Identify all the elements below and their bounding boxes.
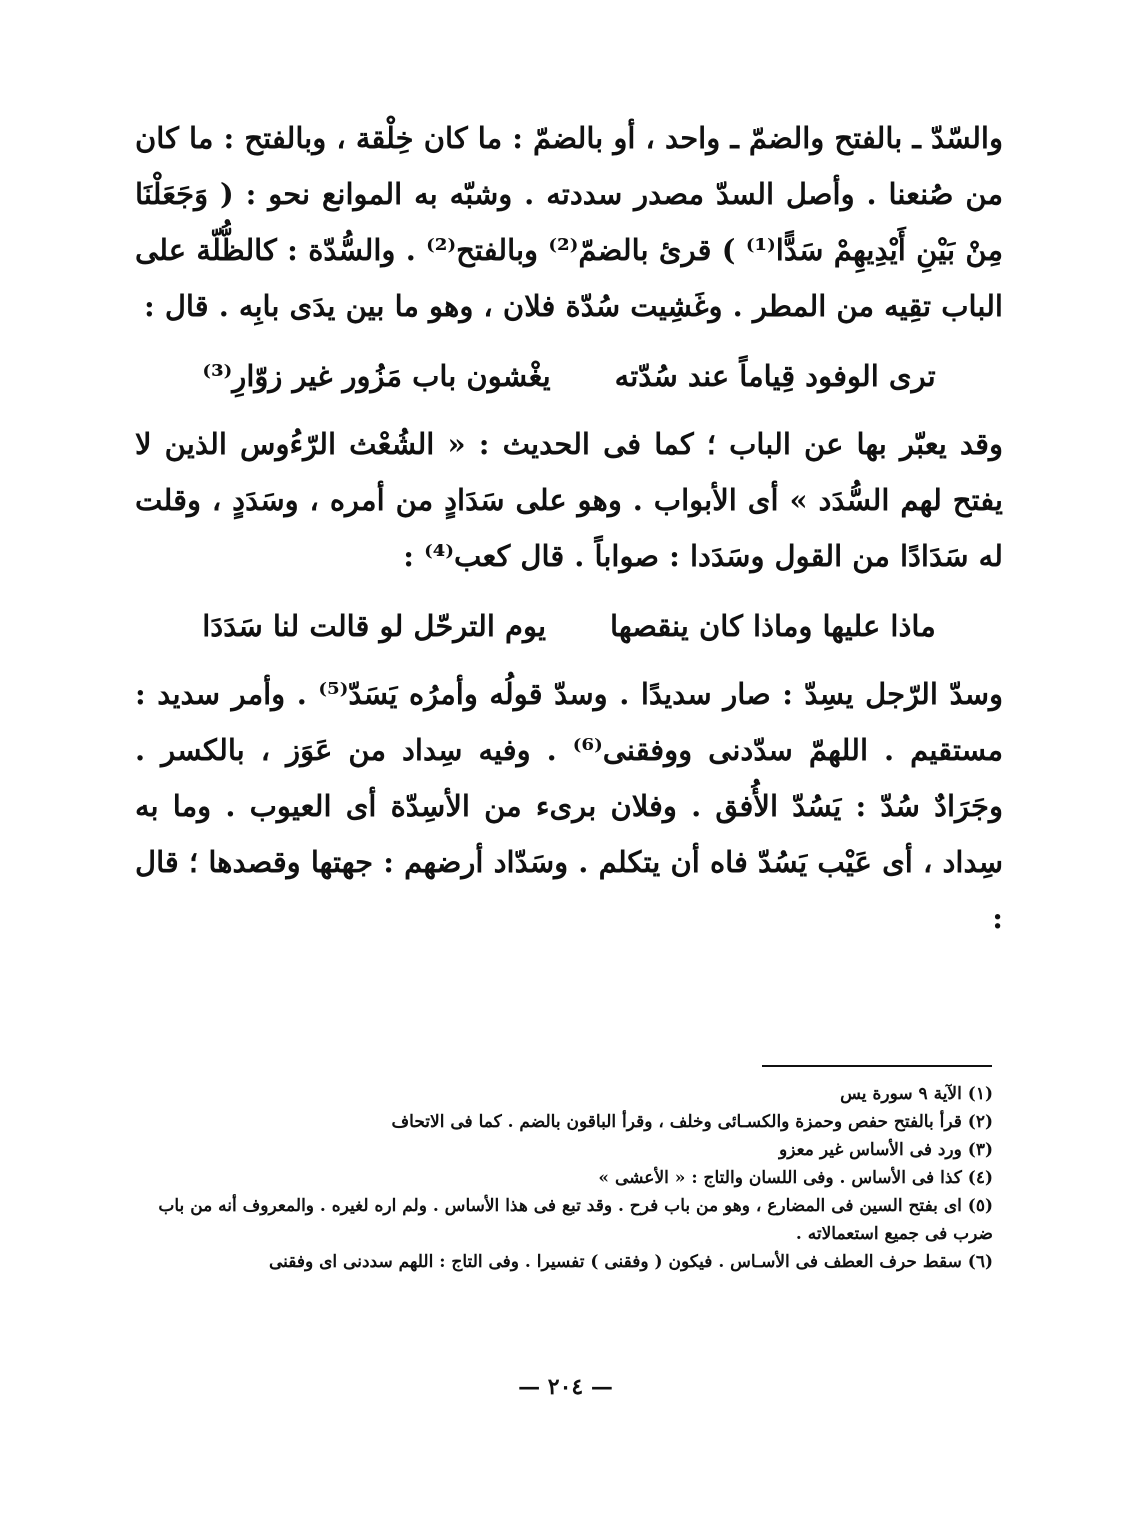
footnote-1: (١) الآية ٩ سورة يس: [840, 1084, 993, 1104]
footnote-divider: [762, 1065, 992, 1067]
main-text: [135, 110, 1003, 946]
paragraph-2: وقد يعبّر بها عن الباب ؛ كما فى الحديث : « الشُعْث الرّءُوس الذين لا يفتح لهم السُّدَد » أى الأبواب . وهو على سَدَادٍ من أمره ، وسَدَدٍ ، وقلت له سَدَادًا من القول وسَدَدا : صواباً . قال كعب⁽⁴⁾ :: [135, 427, 1003, 573]
page-number: — ٢٠٤ —: [518, 1374, 613, 1400]
footnote-3: (٣) ورد فى الأساس غير معزو: [779, 1140, 993, 1160]
paragraph-3: وسدّ الرّجل يسِدّ : صار سديدًا . وسدّ قولُه وأمرُه يَسَدّ⁽⁵⁾ . وأمر سديد : مستقيم . اللهمّ سدّدنى ووفقنى⁽⁶⁾ . وفيه سِداد من عَوَز ، بالكسر . وجَرَادٌ سُدّ : يَسُدّ الأُفق . وفلان برىء من الأسِدّة أى العيوب . وما به سِداد ، أى عَيْب يَسُدّ فاه أن يتكلم . وسَدّاد أرضهم : جهتها وقصدها ؛ قال :: [135, 677, 1004, 935]
paragraph-1: والسّدّ ـ بالفتح والضمّ ـ واحد ، أو بالضمّ : ما كان خِلْقة ، وبالفتح : ما كان من صُنعنا . وأصل السدّ مصدر سددته . وشبّه به الموانع نحو : ( وَجَعَلْنَا مِنْ بَيْنِ أَيْدِيهِمْ سَدًّا⁽¹⁾ ) قرئ بالضمّ⁽²⁾ وبالفتح⁽²⁾ . والسُّدّة : كالظُّلّة على الباب تقِيه من المطر . وغَشِيت سُدّة فلان ، وهو ما بين يدَى بابِه . قال :: [135, 121, 1003, 323]
verse-2: [135, 598, 1003, 654]
footnote-2: (٢) قرأ بالفتح حفص وحمزة والكسـائى وخلف ، وقرأ الباقون بالضم . كما فى الاتحاف: [391, 1112, 993, 1132]
footnote-4: (٤) كذا فى الأساس . وفى اللسان والتاج : « الأعشى »: [598, 1168, 993, 1188]
verse-2-second-hemistich: يوم الترحّل لو قالت لنا سَدَدَا: [202, 609, 547, 643]
footnote-6: (٦) سقط حرف العطف فى الأسـاس . فيكون ( وفقنى ) تفسيرا . وفى التاج : اللهم سددنى اى وفقنى: [268, 1252, 993, 1272]
verse-1: [135, 348, 1003, 404]
footnotes: [135, 1080, 993, 1276]
verse-1-second-hemistich: يغْشون باب مَزُور غير زوّارِ⁽³⁾: [202, 359, 551, 393]
verse-2-first-hemistich: ماذا عليها وماذا كان ينقصها: [610, 609, 936, 643]
verse-1-first-hemistich: ترى الوفود قِياماً عند سُدّته: [614, 359, 936, 393]
footnote-5: (٥) اى بفتح السين فى المضارع ، وهو من باب فرح . وقد تبع فى هذا الأساس . ولم اره لغيره . والمعروف أنه من باب ضرب فى جميع استعمالاته .: [158, 1196, 993, 1244]
